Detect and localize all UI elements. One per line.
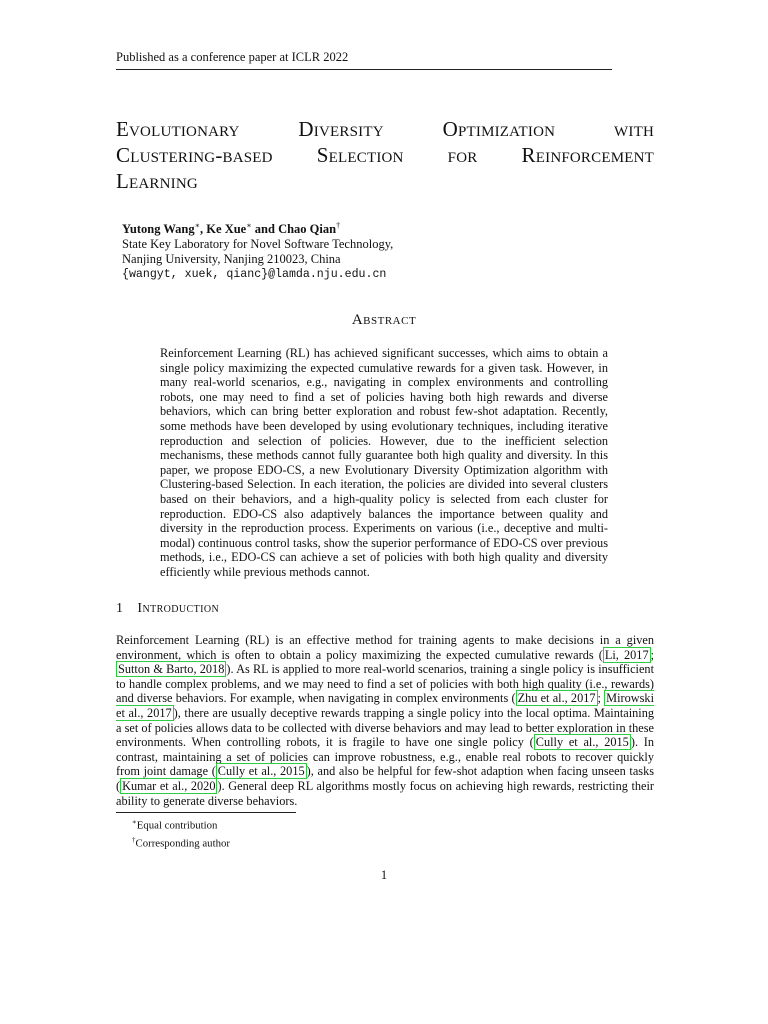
title-line-1: Evolutionary Diversity Optimization with: [116, 117, 654, 141]
footnote-1-text: Equal contribution: [136, 819, 218, 832]
footnote-corresponding: [132, 833, 230, 851]
intro-paragraph: [116, 633, 654, 808]
abstract-text: Reinforcement Learning (RL) has achieved significant successes, which aims to obtain a single policy maximizing the expected cumulative rewards for a given task. However, in many real-world scenarios, e.g., navigating in complex environments and controlling robots, one may need to find a set of policies having both high rewards and diverse behaviors, which can bring better exploration and robust few-shot adaptation. Recently, some methods have been developed by using evolutionary techniques, including iterative reproduction and selection of policies. However, due to the inefficient selection mechanisms, these methods cannot fully guarantee both high quality and diversity. In this paper, we propose EDO-CS, a new Evolutionary Diversity Optimization algorithm with Clustering-based Selection. In each iteration, the policies are divided into several clusters based on their behaviors, and a high-quality policy is selected from each cluster for reproduction. EDO-CS also adaptively balances the importance between quality and diversity in the reproduction process. Experiments on various (i.e., deceptive and multi-modal) continuous control tasks, show the superior performance of EDO-CS over previous methods, i.e., EDO-CS can achieve a set of policies with both high quality and diversity efficiently while previous methods cannot.: [160, 346, 608, 579]
footnote-2-text: Corresponding author: [135, 837, 230, 850]
citation-link[interactable]: Li, 2017: [604, 647, 649, 662]
intro-sep-1: ;: [650, 647, 655, 662]
author-3: Chao Qian: [278, 222, 337, 237]
author-1-mark: ∗: [194, 221, 201, 230]
running-header: Published as a conference paper at ICLR 2022: [116, 50, 612, 70]
title-line-2: Clustering-based Selection for Reinforcement: [116, 143, 654, 167]
intro-text-6: ). General deep RL algorithms mostly focus on achieving high rewards, restricting their ability to generate diverse behaviors.: [116, 778, 654, 808]
footnote-rule: [116, 812, 296, 813]
intro-text-1: Reinforcement Learning (RL) is an effective method for training agents to make decisions in a given environment, which is often to obtain a policy maximizing the expected cumulative rewards (: [116, 633, 654, 662]
section-number: 1: [116, 601, 124, 616]
footnote-equal: [132, 815, 230, 833]
author-1: Yutong Wang: [122, 222, 195, 237]
author-and: and: [251, 222, 279, 237]
intro-text-3: ), there are usually deceptive rewards trapping a single policy into the local optima. Maintaining a set of policies allows data to be collected with diverse behaviors and may lead to better exploration in these environments. When controlling robots, it is fragile to have one single policy (: [116, 705, 655, 750]
author-email: {wangyt, xuek, qianc}@lamda.nju.edu.cn: [122, 268, 387, 282]
intro-text-5: ), and also be helpful for few-shot adaption when facing unseen tasks (: [116, 764, 654, 793]
author-names: Yutong Wang∗, Ke Xue∗ and Chao Qian†: [122, 221, 341, 237]
author-2-mark: ∗: [246, 221, 252, 230]
citation-link[interactable]: Kumar et al., 2020: [122, 778, 216, 793]
affiliation-line-2: Nanjing University, Nanjing 210023, China: [122, 252, 341, 267]
footnote-2-mark: †: [132, 835, 136, 844]
citation-link[interactable]: Mirowski et al., 2017: [116, 691, 654, 720]
author-2: Ke Xue: [206, 222, 247, 237]
citation-link[interactable]: Sutton & Barto, 2018: [118, 662, 225, 677]
author-3-mark: †: [336, 221, 341, 230]
affiliation-line-1: State Key Laboratory for Novel Software Technology,: [122, 237, 394, 252]
section-heading: [116, 601, 219, 617]
citation-link[interactable]: Cully et al., 2015: [217, 764, 305, 779]
intro-sep-2: ;: [597, 691, 605, 706]
citation-link[interactable]: Cully et al., 2015: [535, 735, 629, 750]
intro-text-2: ). As RL is applied to more real-world scenarios, training a single policy is insufficient to handle complex problems, and we may need to find a set of policies with both high quality (i.e., rewards) and diverse behaviors. For example, when navigating in complex environments (: [116, 662, 654, 706]
page-number: 1: [380, 868, 388, 882]
footnote-1-mark: ∗: [132, 818, 137, 826]
section-title: Introduction: [137, 601, 220, 616]
footnotes: [132, 815, 230, 850]
citation-link[interactable]: Zhu et al., 2017: [517, 691, 596, 706]
abstract-heading: Abstract: [351, 312, 417, 328]
intro-text-4: ). In contrast, maintaining a set of policies can improve robustness, e.g., enable real robots to recover quickly from joint damage (: [116, 735, 655, 779]
paper-title: [116, 116, 654, 194]
title-line-3: Learning: [116, 169, 198, 193]
author-block: [122, 218, 393, 282]
